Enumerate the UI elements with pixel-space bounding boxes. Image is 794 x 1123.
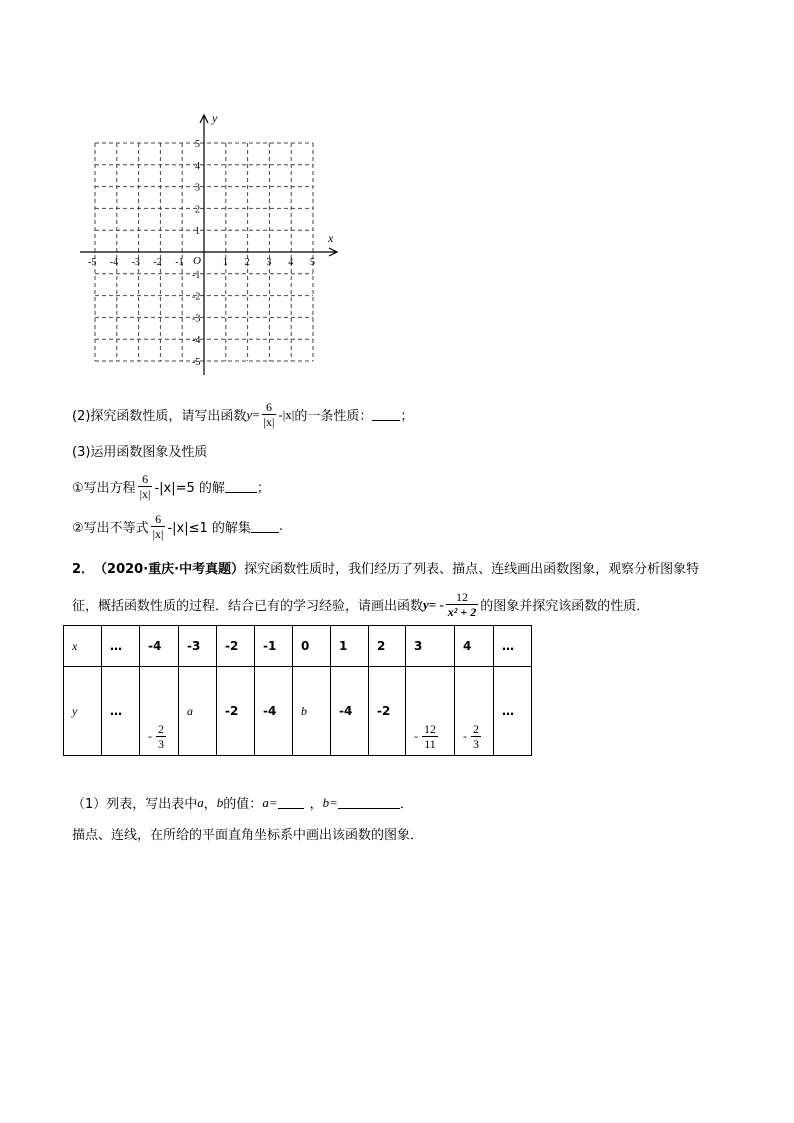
part-1b-line: [72, 824, 423, 843]
question-3b-line: [72, 512, 283, 541]
part1-a-blank[interactable]: [278, 796, 304, 809]
q3b-prefix: ②写出不等式: [72, 521, 149, 536]
problem-2-text-2-end: 的图象并探究该函数的性质．: [480, 599, 650, 614]
part1-b-blank[interactable]: [338, 796, 400, 809]
table-cell-x: 0: [293, 626, 331, 667]
q2-end: ；: [400, 409, 414, 424]
y-tick-label: -3: [192, 313, 201, 325]
y-tick-label: 5: [195, 139, 200, 150]
q2-fraction: [262, 400, 277, 429]
y-tick-label: -5: [192, 357, 201, 368]
question-2-line: [72, 400, 413, 429]
y-tick-label: 1: [195, 226, 200, 238]
part1-a-eq: a=: [262, 794, 278, 810]
x-axis-label: x: [328, 231, 334, 245]
part1-mid: 的值：: [223, 797, 263, 812]
q2-minus-abs: -|x|: [278, 406, 295, 422]
y-tick-label: -1: [192, 269, 201, 281]
table-cell-y: -2: [217, 667, 255, 756]
function-eq: = -: [428, 596, 444, 612]
axes: [80, 115, 337, 375]
q2-eq: =: [252, 406, 260, 422]
x-tick-label: -2: [153, 257, 162, 268]
q3a-rest: -|x|=5 的解: [154, 481, 225, 496]
x-tick-label: -1: [175, 257, 184, 268]
q3a-end: ；: [256, 481, 270, 496]
coordinate-grid: [75, 105, 350, 385]
table-cell-y: - $\frac{2}{3}$: [455, 667, 494, 756]
y-tick-label: -4: [192, 335, 201, 347]
x-tick-label: 2: [244, 257, 250, 268]
q3a-frac-den: |x|: [139, 487, 151, 501]
table-cell-y: - $\frac{12}{11}$: [406, 667, 455, 756]
problem-2-line-2: [72, 590, 649, 619]
part1-prefix: （1）列表，写出表中: [72, 797, 198, 812]
table-cell-y: -4: [331, 667, 369, 756]
function-num: 12: [456, 590, 469, 604]
table-cell-y: b: [293, 667, 331, 756]
x-tick-label: 3: [266, 257, 272, 268]
q3a-frac-num: 6: [142, 472, 149, 486]
table-cell-x: -3: [179, 626, 217, 667]
y-tick-label: 3: [195, 182, 200, 194]
q3a-answer-blank[interactable]: [225, 480, 257, 493]
table-cell-x: -2: [217, 626, 255, 667]
q2-suffix: 的一条性质：: [294, 409, 373, 424]
y-axis-label: y: [212, 111, 218, 125]
q2-prefix: (2)探究函数性质，请写出函数: [72, 409, 247, 424]
table-header-y: y: [64, 667, 102, 756]
q3b-frac-den: |x|: [152, 527, 164, 541]
y-tick-label: -2: [192, 291, 201, 303]
x-tick-label: 5: [310, 257, 315, 268]
table-cell-x: -4: [140, 626, 179, 667]
y-tick-label: 4: [195, 160, 200, 172]
function-den: x² + 2: [447, 605, 477, 619]
x-tick-label: -5: [88, 257, 97, 268]
part1b-text: 描点、连线，在所给的平面直角坐标系中画出该函数的图象．: [72, 828, 424, 843]
value-table: [63, 625, 532, 756]
q2-answer-blank[interactable]: [372, 408, 400, 421]
q3-text: (3)运用函数图象及性质: [72, 445, 208, 460]
problem-2-text-2: 征，概括函数性质的过程．结合已有的学习经验，请画出函数: [72, 599, 424, 614]
x-tick-label: -3: [131, 257, 140, 268]
table-cell-x: …: [102, 626, 140, 667]
table-cell-x: 3: [406, 626, 455, 667]
q3a-prefix: ①写出方程: [72, 481, 136, 496]
question-3a-line: [72, 472, 270, 501]
part1-comma: ，: [203, 797, 217, 812]
q2-frac-den: |x|: [263, 415, 275, 429]
question-3-line: [72, 441, 207, 460]
problem-2-source: （2020·重庆·中考真题）: [94, 562, 245, 577]
q2-frac-num: 6: [265, 400, 272, 414]
table-cell-y: a: [179, 667, 217, 756]
problem-2-line-1: [72, 558, 699, 577]
function-lhs: y: [423, 596, 429, 612]
q3b-end: .: [278, 519, 284, 534]
x-tick-label: 4: [288, 257, 294, 268]
table-row-y: [64, 667, 532, 756]
problem-2-text-1: 探究函数性质时，我们经历了列表、描点、连线画出函数图象，观察分析图象特: [244, 562, 700, 577]
table-cell-y: …: [102, 667, 140, 756]
q3b-frac-num: 6: [155, 512, 162, 526]
table-cell-x: -1: [255, 626, 293, 667]
table-cell-y: - $\frac{2}{3}$: [140, 667, 179, 756]
table-cell-y: -4: [255, 667, 293, 756]
part1-sep: ，: [309, 797, 323, 812]
part-1-line: [72, 793, 413, 812]
y-tick-label: 2: [195, 204, 200, 216]
q3a-fraction: [138, 472, 153, 501]
table-cell-x: 4: [455, 626, 494, 667]
table-cell-x: …: [494, 626, 532, 667]
table-cell-x: 1: [331, 626, 369, 667]
table-header-x: x: [64, 626, 102, 667]
x-tick-label: 1: [222, 257, 228, 268]
q2-var: y: [246, 406, 253, 422]
table-row-x: [64, 626, 532, 667]
table-cell-y: -2: [369, 667, 406, 756]
origin-label: O: [193, 255, 201, 267]
part1-end: ．: [399, 797, 413, 812]
part1-a-var: a: [197, 794, 204, 810]
x-tick-label: -4: [109, 257, 119, 268]
table-cell-y: …: [494, 667, 532, 756]
q3b-answer-blank[interactable]: [251, 520, 279, 533]
q3b-fraction: [151, 512, 166, 541]
q3b-rest: -|x|≤1 的解集: [167, 521, 251, 536]
part1-b-eq: b=: [322, 794, 338, 810]
table-cell-x: 2: [369, 626, 406, 667]
problem-2-number: 2．: [72, 562, 95, 577]
function-fraction: [446, 590, 478, 619]
part1-b-var: b: [216, 794, 224, 810]
